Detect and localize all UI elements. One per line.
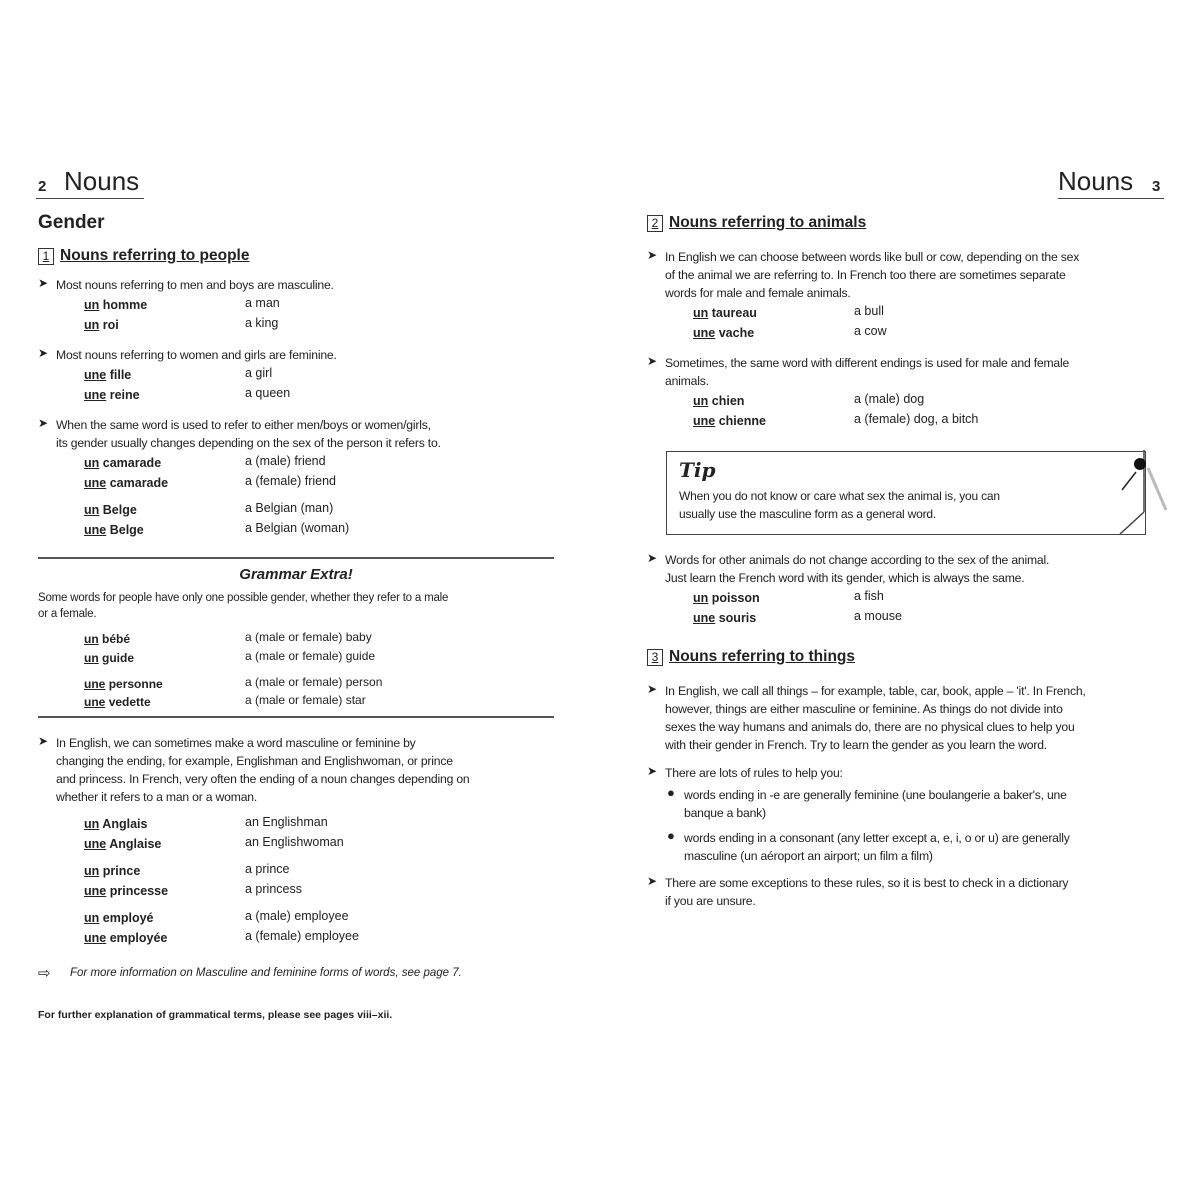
arrow-bullet-icon: ➤ — [38, 346, 49, 360]
example-row: une souris a mouse — [693, 609, 902, 625]
example-row: une personne a (male or female) person — [84, 675, 383, 691]
s2-p1: In English we can choose between words like bull or cow, depending on the sex of the animal we are referring to. In French too there are sometimes separate words for male and female animals. — [665, 250, 1080, 300]
section2-title: Nouns referring to animals — [669, 214, 867, 231]
arrow-bullet-icon: ➤ — [38, 734, 49, 748]
left-footer: For further explanation of grammatical terms, please see pages viii–xii. — [38, 1009, 393, 1021]
example-row: une Anglaise an Englishwoman — [84, 835, 344, 851]
grammar-extra-bottom-rule — [38, 716, 554, 718]
s2-p3: Words for other animals do not change according to the sex of the animal. Just learn the French word with its gender, which is always the same. — [665, 553, 1050, 585]
arrow-bullet-icon: ➤ — [647, 354, 658, 368]
section3-heading — [647, 648, 855, 666]
grammar-extra-top-rule — [38, 557, 554, 559]
section1-heading — [38, 247, 249, 265]
s3-p3: There are some exceptions to these rules, so it is best to check in a dictionary if you are unsure. — [665, 876, 1069, 908]
gender-heading: Gender — [38, 212, 105, 233]
left-page-header — [36, 166, 144, 199]
example-row: un prince a prince — [84, 862, 290, 878]
example-row: un chien a (male) dog — [693, 392, 925, 408]
s3-bullet1: words ending in -e are generally feminine (une boulangerie a baker's, une banque a bank) — [684, 788, 1067, 820]
more-info-note[interactable]: For more information on Masculine and feminine forms of words, see page 7. — [70, 967, 462, 979]
example-row: un taureau a bull — [693, 304, 884, 320]
s2-p2-examples — [693, 392, 1013, 432]
grammar-extra-examples — [84, 630, 424, 712]
arrow-bullet-icon: ➤ — [647, 248, 658, 262]
arrow-bullet-icon: ➤ — [38, 276, 49, 290]
left-header-title: Nouns — [64, 166, 140, 196]
example-row: une princesse a princess — [84, 882, 302, 898]
s1-p3-examples — [84, 454, 384, 541]
arrow-bullet-icon: ➤ — [38, 416, 49, 430]
section1-title: Nouns referring to people — [60, 247, 250, 264]
example-row: une vedette a (male or female) star — [84, 693, 366, 709]
section3-title: Nouns referring to things — [669, 648, 855, 665]
arrow-bullet-icon: ➤ — [647, 551, 658, 565]
example-row: un camarade a (male) friend — [84, 454, 326, 470]
example-row: un Anglais an Englishman — [84, 815, 328, 831]
example-row: une camarade a (female) friend — [84, 474, 337, 490]
s1-p1-examples — [84, 296, 384, 336]
example-row: un roi a king — [84, 316, 279, 332]
s2-p3-examples — [693, 589, 993, 629]
example-row: une chienne a (female) dog, a bitch — [693, 412, 979, 428]
grammar-extra-text: Some words for people have only one possible gender, whether they refer to a male or a female. — [38, 592, 449, 620]
example-row: un guide a (male or female) guide — [84, 649, 376, 665]
example-row: une employée a (female) employee — [84, 929, 359, 945]
example-row: une reine a queen — [84, 386, 291, 402]
s1-p1: Most nouns referring to men and boys are masculine. — [56, 278, 334, 292]
pushpin-icon — [1108, 450, 1168, 534]
s1-p4: In English, we can sometimes make a word masculine or feminine by changing the ending, for example, Englishman and Englishwoman, or prince and princess. In French, very often the ending of a noun changes depending on whether it refers to a man or a woman. — [56, 736, 470, 804]
s1-p2: Most nouns referring to women and girls are feminine. — [56, 348, 337, 362]
s2-p1-examples — [693, 304, 993, 344]
s3-bullet2: words ending in a consonant (any letter except a, e, i, o or u) are generally masculine (un aéroport an airport; un film a film) — [684, 831, 1070, 863]
example-row: une vache a cow — [693, 324, 887, 340]
example-row: un homme a man — [84, 296, 280, 312]
s1-p4-examples — [84, 815, 404, 949]
tip-title: Tip — [679, 458, 716, 482]
s1-p3: When the same word is used to refer to either men/boys or women/girls, its gender usually changes depending on the sex of the person it refers to. — [56, 418, 441, 450]
example-row: une fille a girl — [84, 366, 273, 382]
s2-p2: Sometimes, the same word with different endings is used for male and female animals. — [665, 356, 1070, 388]
s1-p2-examples — [84, 366, 384, 406]
example-row: un Belge a Belgian (man) — [84, 501, 334, 517]
right-header-title: Nouns — [1058, 166, 1134, 196]
s3-p1: In English, we call all things – for example, table, car, book, apple – 'it'. In French, however, things are either masculine or feminine. As things do not divide into sexes the way humans and animals do, there are no physical clues to help you with their gender in French. Try to learn the gender as you learn the word. — [665, 684, 1086, 752]
example-row: un employé a (male) employee — [84, 909, 349, 925]
arrow-bullet-icon: ➤ — [647, 874, 658, 888]
grammar-extra-title: Grammar Extra! — [239, 566, 353, 583]
bullet-dot-icon: ● — [667, 785, 675, 800]
section2-number: 2 — [647, 215, 663, 232]
section3-number: 3 — [647, 649, 663, 666]
arrow-bullet-icon: ➤ — [647, 764, 658, 778]
example-row: un poisson a fish — [693, 589, 884, 605]
left-page-number: 2 — [38, 178, 47, 195]
section2-heading — [647, 214, 866, 232]
cross-reference-icon: ⇨ — [38, 965, 51, 982]
section1-number: 1 — [38, 248, 54, 265]
tip-box — [666, 451, 1146, 535]
example-row: une Belge a Belgian (woman) — [84, 521, 350, 537]
tip-text: When you do not know or care what sex the animal is, you can usually use the masculine form as a general word. — [679, 489, 1000, 521]
s3-p2: There are lots of rules to help you: — [665, 766, 843, 780]
arrow-bullet-icon: ➤ — [647, 682, 658, 696]
example-row: un bébé a (male or female) baby — [84, 630, 372, 646]
right-page-header — [1058, 166, 1164, 199]
right-page-number: 3 — [1152, 178, 1161, 195]
bullet-dot-icon: ● — [667, 828, 675, 843]
